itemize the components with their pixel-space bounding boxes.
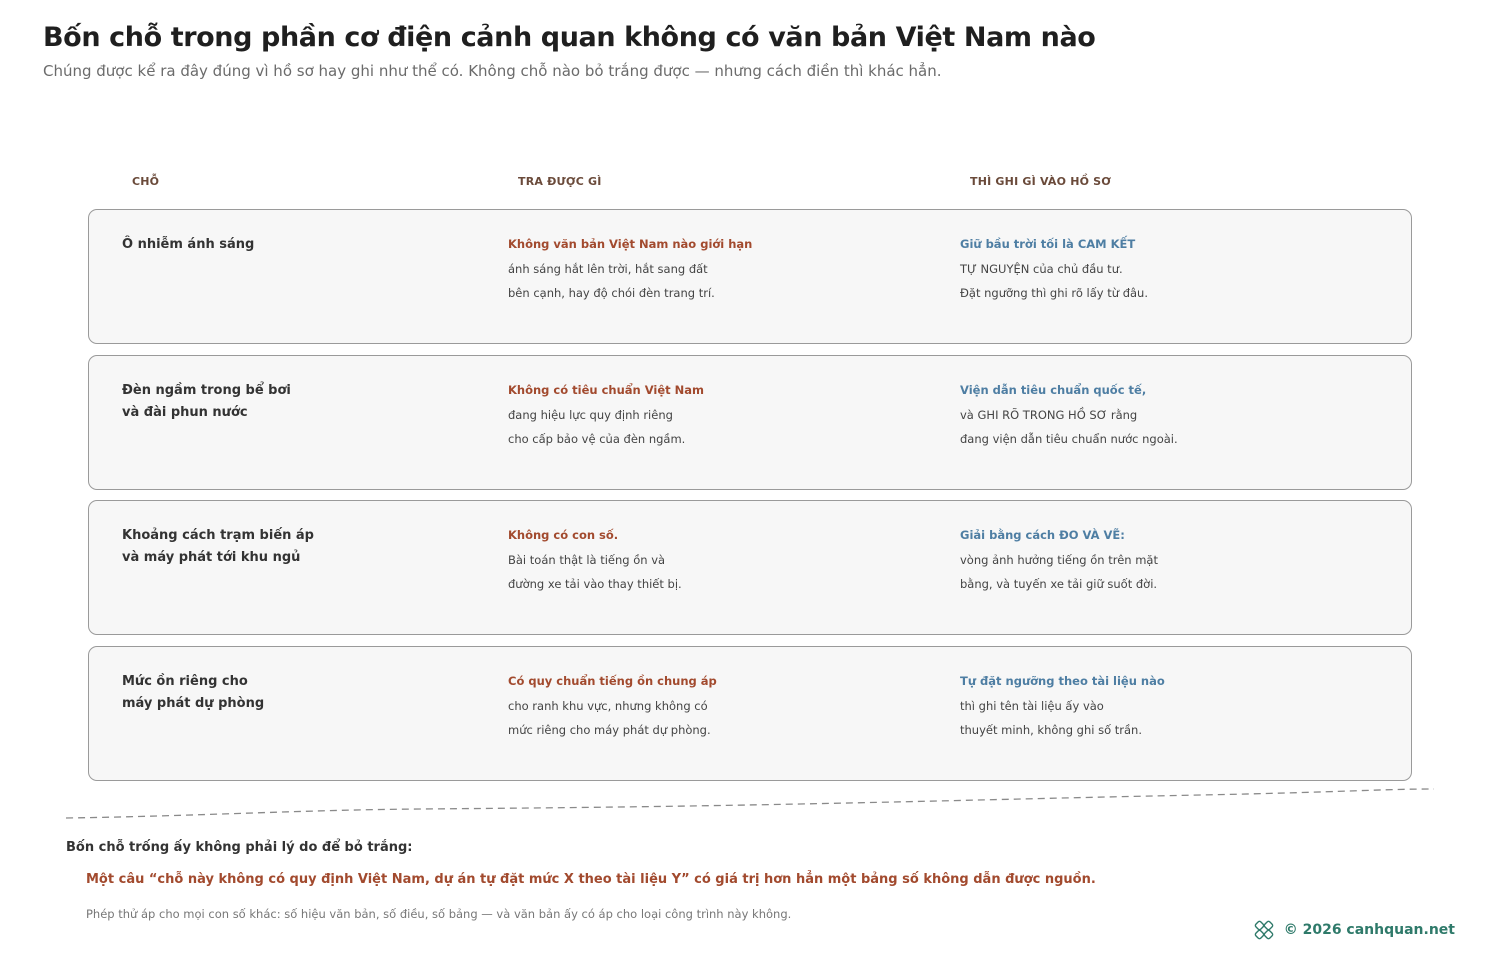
row-found-line: ánh sáng hắt lên trời, hắt sang đất [508,261,708,276]
row-card-light-pollution [88,209,1412,344]
row-place [122,380,291,424]
row-place-line: và máy phát tới khu ngủ [122,550,301,565]
row-record-line: Đặt ngưỡng thì ghi rõ lấy từ đâu. [960,286,1148,300]
row-place-line: máy phát dự phòng [122,696,265,711]
row-record-lead: Giữ bầu trời tối là CAM KẾT [960,237,1136,251]
row-place-line: Ô nhiễm ánh sáng [122,237,255,252]
row-card-underwater-lights [88,355,1412,490]
row-place [122,525,314,569]
closing-test: Phép thử áp cho mọi con số khác: số hiệu văn bản, số điều, số bảng — và văn bản ấy có áp cho loại công trình này không. [86,907,792,921]
row-record-lead: Tự đặt ngưỡng theo tài liệu nào [960,674,1165,688]
closing-quote: Một câu “chỗ này không có quy định Việt Nam, dự án tự đặt mức X theo tài liệu Y” có giá trị hơn hẳn một bảng số không dẫn được nguồn. [86,872,1096,887]
closing-lead: Bốn chỗ trống ấy không phải lý do để bỏ trắng: [66,840,413,855]
row-found-line: mức riêng cho máy phát dự phòng. [508,723,711,737]
row-record [960,378,1178,452]
row-record-lead: Viện dẫn tiêu chuẩn quốc tế, [960,383,1147,397]
row-card-transformer-distance [88,500,1412,635]
row-record-line: bằng, và tuyến xe tải giữ suốt đời. [960,577,1158,591]
row-found-line: Bài toán thật là tiếng ồn và [508,552,666,567]
page-subtitle: Chúng được kể ra đây đúng vì hồ sơ hay ghi như thể có. Không chỗ nào bỏ trắng được — nhưng cách điền thì khác hẳn. [43,62,942,80]
row-record-lead: Giải bằng cách ĐO VÀ VẼ: [960,528,1125,542]
row-record-line: đang viện dẫn tiêu chuẩn nước ngoài. [960,432,1178,446]
row-place-line: Khoảng cách trạm biến áp [122,528,314,543]
row-found-lead: Không văn bản Việt Nam nào giới hạn [508,237,753,251]
row-record [960,232,1148,306]
row-found-lead: Không có tiêu chuẩn Việt Nam [508,383,705,397]
row-found-line: đang hiệu lực quy định riêng [508,407,673,422]
row-place-line: Đèn ngầm trong bể bơi [122,383,291,398]
page-title: Bốn chỗ trong phần cơ điện cảnh quan không có văn bản Việt Nam nào [43,22,1096,53]
row-found-line: cho cấp bảo vệ của đèn ngầm. [508,432,686,446]
row-card-generator-noise [88,646,1412,781]
column-header-record: THÌ GHI GÌ VÀO HỒ SƠ [970,175,1112,188]
row-place [122,234,254,256]
row-found-lead: Có quy chuẩn tiếng ồn chung áp [508,674,717,688]
row-record [960,669,1165,743]
row-found [508,523,682,597]
row-record [960,523,1158,597]
row-found [508,378,704,452]
footer [1254,920,1455,940]
row-found-line: bên cạnh, hay độ chói đèn trang trí. [508,286,715,300]
row-found [508,669,717,743]
knot-logo-icon [1254,920,1274,940]
row-record-line: thuyết minh, không ghi số trần. [960,723,1142,737]
row-record-line: thì ghi tên tài liệu ấy vào [960,698,1104,713]
row-place-line: và đài phun nước [122,405,248,420]
row-found-lead: Không có con số. [508,528,619,542]
row-record-line: vòng ảnh hưởng tiếng ồn trên mặt [960,552,1158,567]
row-found [508,232,752,306]
row-record-line: và GHI RÕ TRONG HỒ SƠ rằng [960,407,1138,422]
row-found-line: cho ranh khu vực, nhưng không có [508,698,708,713]
column-header-found: TRA ĐƯỢC GÌ [518,175,602,188]
wavy-dashed-divider [0,780,1500,830]
row-place-line: Mức ồn riêng cho [122,674,248,689]
footer-copyright[interactable]: © 2026 canhquan.net [1283,922,1455,938]
row-found-line: đường xe tải vào thay thiết bị. [508,577,682,591]
column-header-place: CHỖ [132,175,160,188]
row-place [122,671,264,715]
row-record-line: TỰ NGUYỆN của chủ đầu tư. [960,261,1123,276]
